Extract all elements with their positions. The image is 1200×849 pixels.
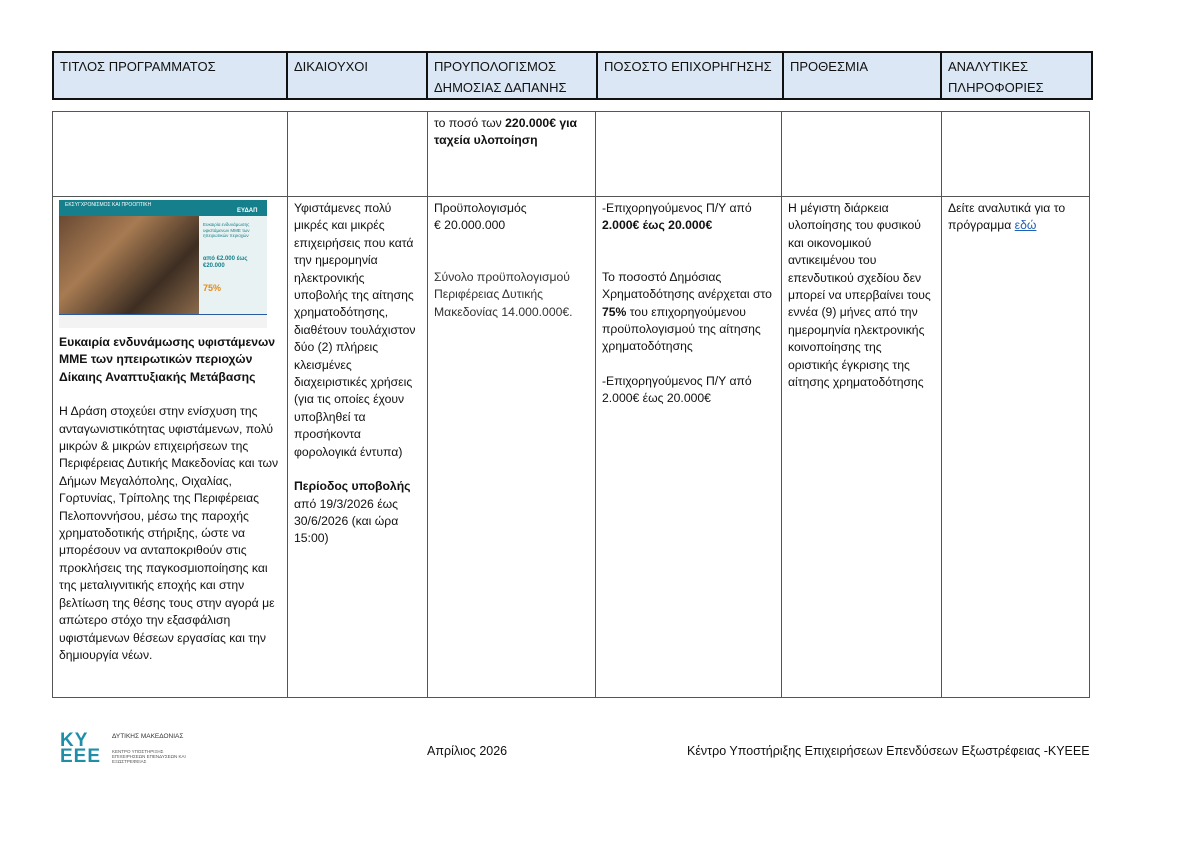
promo-panel-text: Ευκαιρία ενδυνάμωσης υφιστάμενων ΜΜΕ των ηπειρωτικών περιοχών <box>203 222 250 238</box>
footer-org: Κέντρο Υποστήριξης Επιχειρήσεων Επενδύσεων Εξωστρέφειας -ΚΥΕΕΕ <box>687 744 1090 758</box>
footer-date: Απρίλιος 2026 <box>427 744 508 758</box>
header-table <box>52 51 1093 100</box>
promo-panel <box>199 216 267 314</box>
eu-logos-strip <box>59 314 267 328</box>
budget-total: Σύνολο προϋπολογισμού Περιφέρειας Δυτικής Μακεδονίας 14.000.000€. <box>434 269 573 319</box>
promo-panel-amounts: από €2.000 έως €20.000 <box>203 256 248 269</box>
promo-panel-pct: 75% <box>203 283 222 293</box>
rate-line-2: Το ποσοστό Δημόσιας Χρηματοδότησης ανέρχεται στο 75% του επιχορηγούμενου προϋπολογισμού της αίτησης χρηματοδότησης <box>602 269 772 354</box>
programs-table <box>52 111 1090 698</box>
promo-top-text: ΕΚΣΥΓΧΡΟΝΙΣΜΟΣ ΚΑΙ ΠΡΟΟΠΤΙΚΗ <box>65 202 152 208</box>
program-promo-image <box>59 200 267 328</box>
program-title: Ευκαιρία ενδυνάμωσης υφιστάμενων ΜΜΕ των ηπειρωτικών περιοχών Δίκαιης Αναπτυξιακής Μετάβασης <box>59 335 276 384</box>
table-row <box>53 197 1090 698</box>
header-deadline: ΠΡΟΘΕΣΜΙΑ <box>783 52 941 99</box>
budget-prefix: το ποσό των <box>434 116 506 130</box>
beneficiaries-cell <box>288 197 428 698</box>
header-budget: ΠΡΟΥΠΟΛΟΓΙΣΜΟΣ ΔΗΜΟΣΙΑΣ ΔΑΠΑΝΗΣ <box>427 52 597 99</box>
header-beneficiaries: ΔΙΚΑΙΟΥΧΟΙ <box>287 52 427 99</box>
submission-dates: από 19/3/2026 έως 30/6/2026 (και ώρα 15:00) <box>294 496 399 546</box>
logo-line-1: ΔΥΤΙΚΗΣ ΜΑΚΕΔΟΝΙΑΣ <box>112 733 184 740</box>
info-cell <box>942 197 1090 698</box>
kyeee-logo <box>60 730 200 769</box>
rate-line-1: -Επιχορηγούμενος Π/Υ από 2.000€ έως 20.000€ <box>602 201 752 233</box>
program-cell <box>53 197 288 698</box>
cell <box>942 112 1090 197</box>
info-link[interactable]: εδώ <box>1014 218 1037 233</box>
header-title: ΤΙΤΛΟΣ ΠΡΟΓΡΑΜΜΑΤΟΣ <box>53 52 287 99</box>
deadline-text: Η μέγιστη διάρκεια υλοποίησης του φυσικού και οικονομικού αντικειμένου του επενδυτικού σχεδίου δεν μπορεί να υπερβαίνει τους εννέα (9) μήνες από την ημερομηνία ηλεκτρονικής κοινοποίησης της οριστικής έγκρισης της αίτησης χρηματοδότησης <box>788 201 931 390</box>
promo-photo <box>59 216 199 314</box>
deadline-cell <box>782 197 942 698</box>
logo-line-2: ΚΕΝΤΡΟ ΥΠΟΣΤΗΡΙΞΗΣ ΕΠΙΧΕΙΡΗΣΕΩΝ ΕΠΕΝΔΥΣΕΩΝ ΚΑΙ ΕΞΩΣΤΡΕΦΕΙΑΣ <box>112 749 186 764</box>
cell <box>782 112 942 197</box>
header-rate: ΠΟΣΟΣΤΟ ΕΠΙΧΟΡΗΓΗΣΗΣ <box>597 52 783 99</box>
budget-value: € 20.000.000 <box>434 218 506 233</box>
submission-label: Περίοδος υποβολής <box>294 479 411 494</box>
budget-cell <box>428 197 596 698</box>
cell <box>596 112 782 197</box>
budget-cell <box>428 112 596 197</box>
rate-line-3: -Επιχορηγούμενος Π/Υ από 2.000€ έως 20.000€ <box>602 373 752 406</box>
promo-brand: ΕΥΔΑΠ <box>237 208 258 214</box>
promo-banner <box>59 200 267 216</box>
cell <box>53 112 288 197</box>
budget-bold: 220.000€ για ταχεία υλοποίηση <box>434 116 578 148</box>
cell <box>288 112 428 197</box>
table-row <box>53 112 1090 197</box>
program-description: Η Δράση στοχεύει στην ενίσχυση της ανταγωνιστικότητας υφιστάμενων, πολύ μικρών & μικρών επιχειρήσεων της Περιφέρειας Δυτικής Μακεδονίας και των Δήμων Μεγαλόπολης, Οιχαλίας, Γορτυνίας, Τρίπολης της Περιφέρειας Πελοποννήσου, μέσω της παροχής χρηματοδοτικής στήριξης, ώστε να μπορέσουν να ανταποκριθούν στις προκλήσεις της παγκοσμιοποίησης και της μεταλιγνιτικής εποχής και στην βελτίωση της θέσης τους στην αγορά με απώτερο στόχο την εξασφάλιση υφιστάμενων θέσεων εργασίας και την δημιουργία νέων. <box>59 404 279 662</box>
header-info: ΑΝΑΛΥΤΙΚΕΣ ΠΛΗΡΟΦΟΡΙΕΣ <box>941 52 1092 99</box>
logo-mark: ΚΥ ΕΕΕ <box>60 730 102 767</box>
budget-label: Προϋπολογισμός <box>434 201 527 215</box>
beneficiaries-text: Υφιστάμενες πολύ μικρές και μικρές επιχειρήσεις που κατά την ημερομηνία ηλεκτρονικής υποβολής της αίτησης χρηματοδότησης, διαθέτουν τουλάχιστον δύο (2) πλήρεις κλεισμένες διαχειριστικές χρήσεις (για τις οποίες έχουν υποβληθεί τα προσήκοντα φορολογικά έντυπα) <box>294 201 416 459</box>
rate-cell <box>596 197 782 698</box>
info-text: Δείτε αναλυτικά για το πρόγραμμα <box>948 201 1066 233</box>
